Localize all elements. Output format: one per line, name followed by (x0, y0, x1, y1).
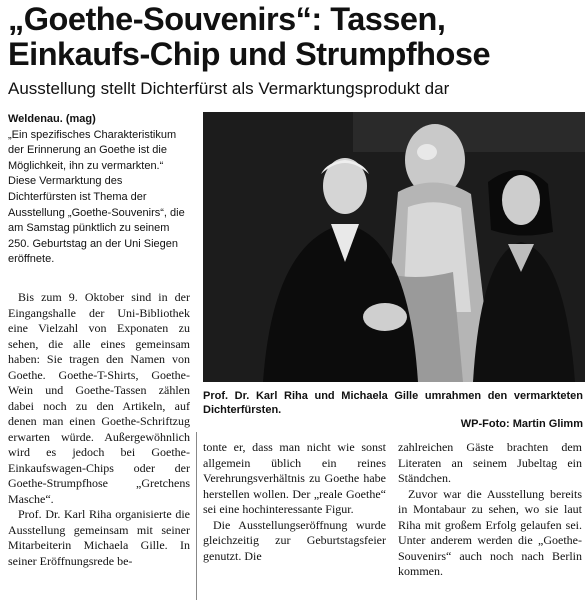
intro-text: „Ein spezifisches Charakteristikum der Erinnerung an Goethe ist die Möglichkeit, ihn zu vermarkten.“ Diese Vermarktung des Dichterfürsten ist Thema der Ausstellung „Goethe-Souvenirs“, die am Samstag pünktlich zu seinem 250. Geburtstag an der Uni Siegen eröffnete. (8, 128, 185, 266)
subheadline: Ausstellung stellt Dichterfürst als Vermarktungsprodukt dar (8, 79, 450, 98)
headline: „Goethe-Souvenirs“: Tassen, Einkaufs-Chip und Strumpfhose (8, 1, 491, 72)
body-column-3 (398, 440, 582, 580)
caption-text: Prof. Dr. Karl Riha und Michaela Gille umrahmen den vermarkteten Dichterfürsten. (203, 390, 583, 416)
body-column-2 (203, 440, 386, 564)
dateline: Weldenau. (mag) (8, 113, 96, 125)
press-photo (203, 112, 585, 382)
body-paragraph: zahlreichen Gäste brachten dem Literaten an seinem Jubeltag ein Ständchen. (398, 440, 582, 485)
body-paragraph: Prof. Dr. Karl Riha organisierte die Ausstellung gemeinsam mit seiner Mitarbeiterin Michaela Gille. In seiner Eröffnungsrede be- (8, 507, 190, 568)
body-paragraph: Bis zum 9. Oktober sind in der Eingangshalle der Uni-Bibliothek eine Vielzahl von Exponaten zu sehen, die alle eines gemeinsam haben: Sie tragen den Namen von Goethe. Goethe-T-Shirts, Goethe-Wein und Goethe-Tassen zählen dabei noch zu den Artikeln, auf denen man einen Goethe-Schriftzug erwarten würde. Außergewöhnlich wird es jedoch bei Goethe-Einkaufswagen-Chips oder der Goethe-Strumpfhose „Gretchens Masche“. (8, 290, 190, 506)
body-paragraph: Zuvor war die Ausstellung bereits in Montabaur zu sehen, wo sie laut Riha mit großem Erfolg gelaufen sei. Unter anderem werden die „Goethe-Souvenirs“ auch noch nach Berlin kommen. (398, 486, 582, 578)
body-column-1 (8, 290, 190, 569)
photo-caption (203, 389, 583, 431)
intro-paragraph (8, 112, 193, 268)
body-paragraph: Die Ausstellungseröffnung wurde gleichzeitig zur Geburtstagsfeier genutzt. Die (203, 517, 386, 563)
body-paragraph: tonte er, dass man nicht wie sonst allgemein üblich ein reines Verehrungsverhältnis zu Goethe habe herstellen wollen. Der „reale Goethe“ sei eine hochinteressante Figur. (203, 440, 386, 516)
photo-illustration (203, 112, 585, 382)
column-divider (196, 432, 197, 600)
photo-credit: WP-Foto: Martin Glimm (460, 418, 583, 430)
